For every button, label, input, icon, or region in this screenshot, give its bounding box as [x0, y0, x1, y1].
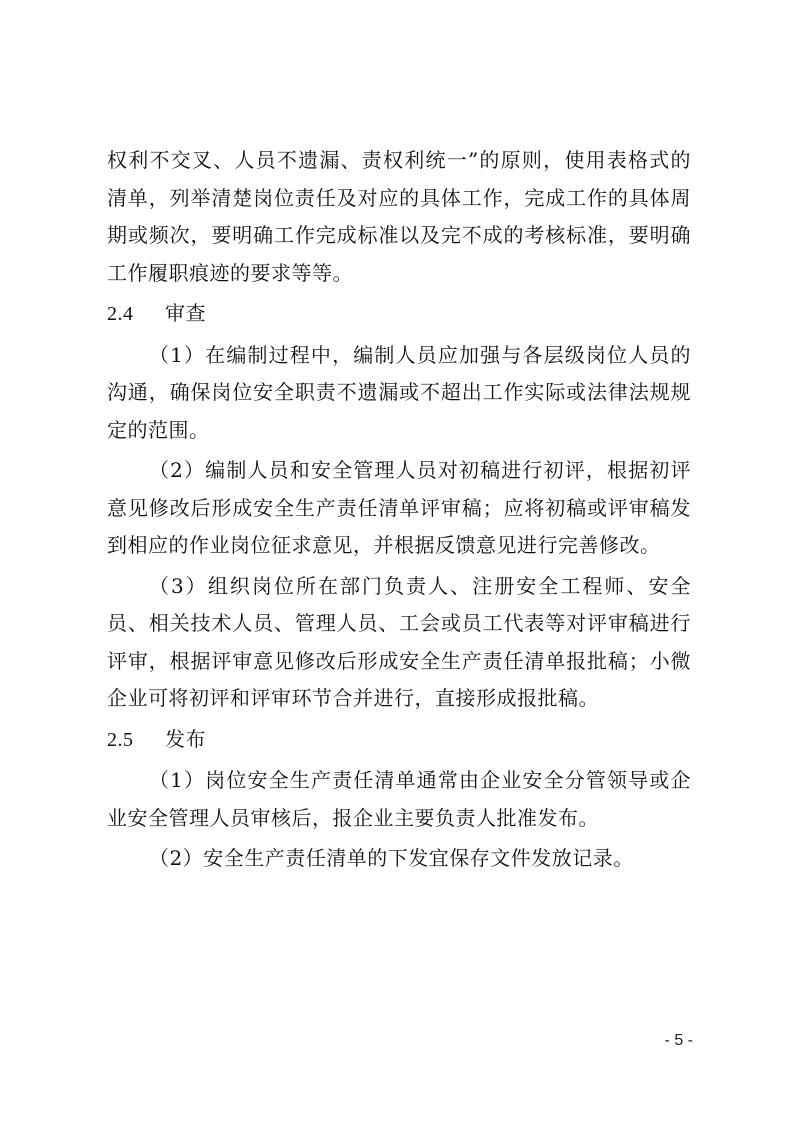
page-number: - 5 -	[664, 1032, 693, 1049]
section-heading-2-4	[107, 295, 691, 334]
section-title: 发布	[165, 726, 206, 751]
paragraph-review-1: （1）在编制过程中，编制人员应加强与各层级岗位人员的沟通，确保岗位安全职责不遗漏或不超出工作实际或法律法规规定的范围。	[107, 342, 691, 442]
paragraph-continuation: 权利不交叉、人员不遗漏、责权利统一”的原则，使用表格式的清单，列举清楚岗位责任及对应的具体工作，完成工作的具体周期或频次，要明确工作完成标准以及完不成的考核标准，要明确工作履职痕迹的要求等等。	[107, 148, 691, 285]
paragraph-publish-2: （2）安全生产责任清单的下发宜保存文件发放记录。	[149, 846, 634, 870]
paragraph-publish-1: （1）岗位安全生产责任清单通常由企业安全分管领导或企业安全管理人员审核后，报企业主要负责人批准发布。	[107, 768, 691, 830]
paragraph-review-3: （3）组织岗位所在部门负责人、注册安全工程师、安全员、相关技术人员、管理人员、工会或员工代表等对评审稿进行评审，根据评审意见修改后形成安全生产责任清单报批稿；小微企业可将初评和评审环节合并进行，直接形成报批稿。	[107, 573, 691, 710]
section-number: 2.5	[107, 728, 134, 751]
section-title: 审查	[165, 301, 206, 325]
section-number: 2.4	[107, 303, 134, 325]
section-heading-2-5	[107, 721, 691, 760]
document-body	[107, 142, 691, 878]
paragraph-review-2: （2）编制人员和安全管理人员对初稿进行初评，根据初评意见修改后形成安全生产责任清单评审稿；应将初稿或评审稿发到相应的作业岗位征求意见，并根据反馈意见进行完善修改。	[107, 458, 691, 557]
